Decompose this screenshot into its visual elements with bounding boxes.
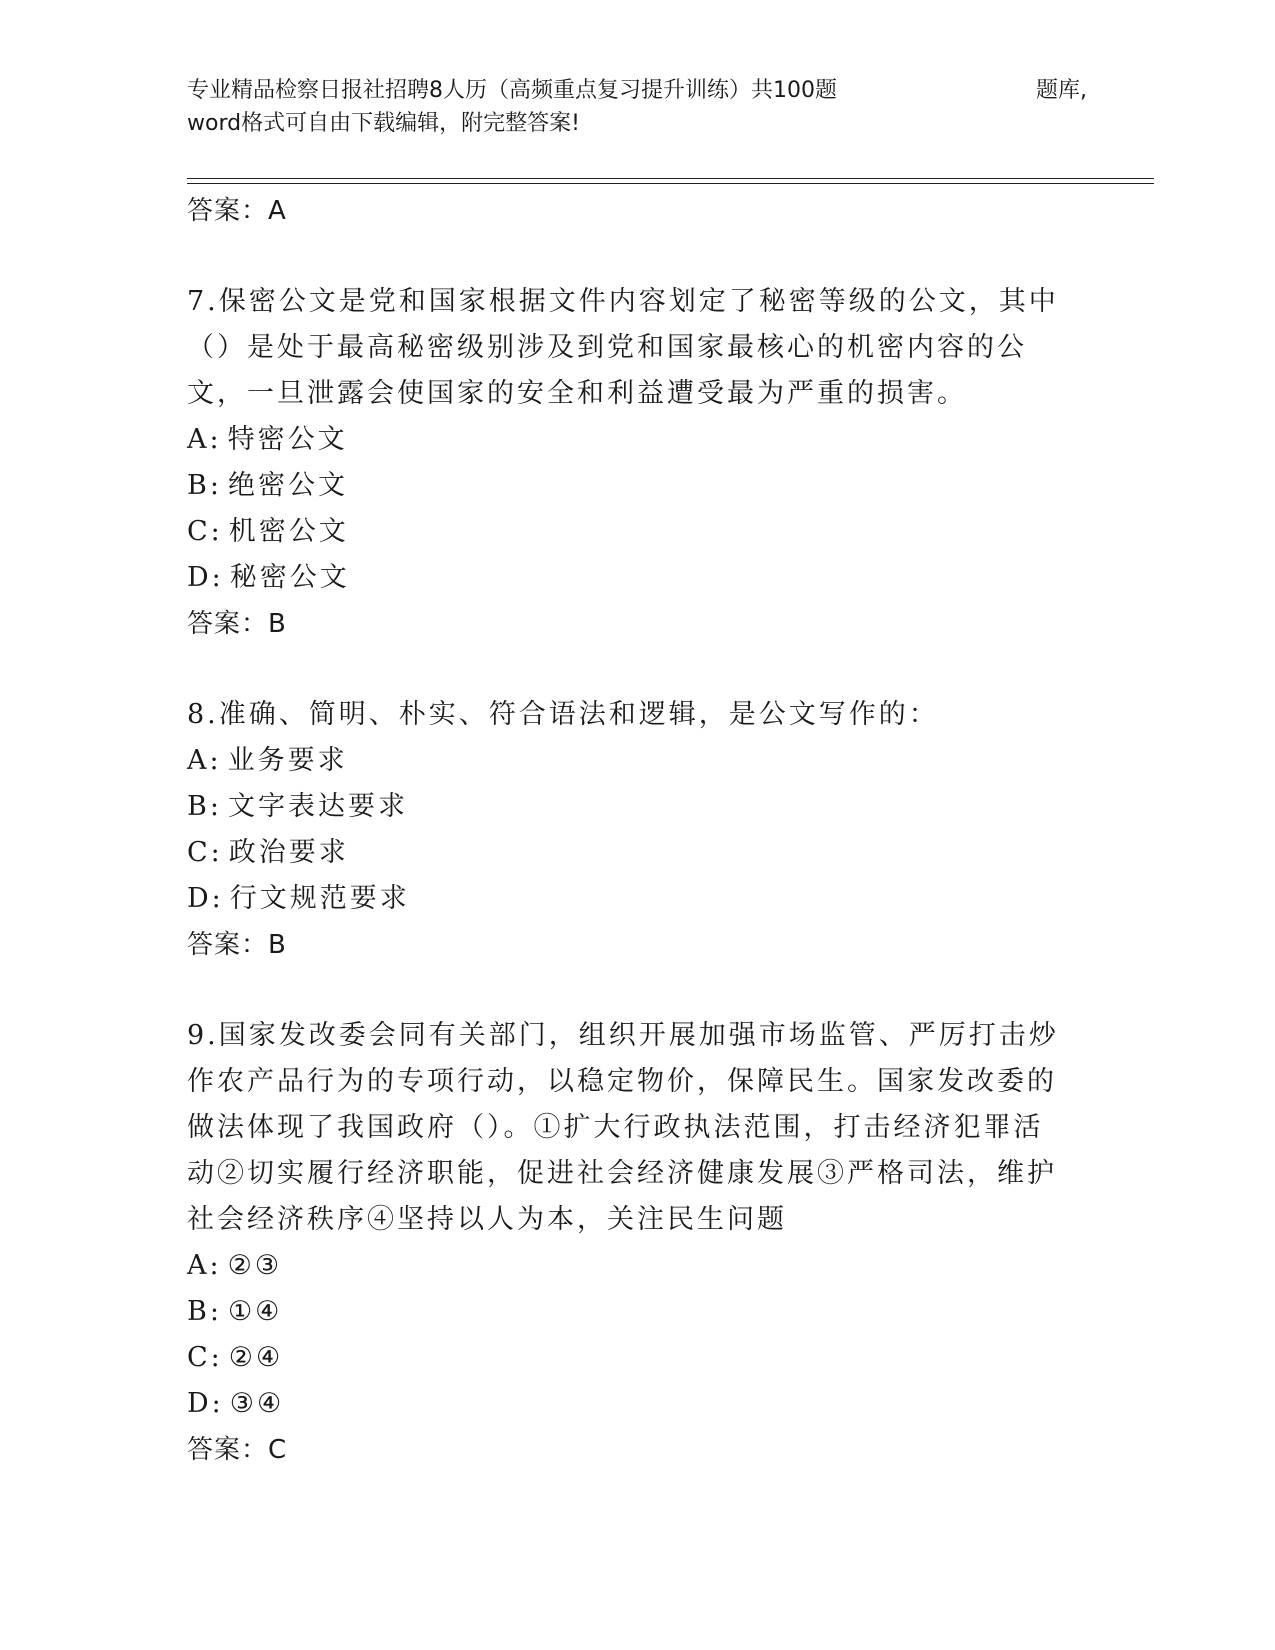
spacer — [187, 647, 1067, 692]
option-b — [187, 1289, 1067, 1335]
option-key: B: — [187, 470, 222, 501]
option-key: D: — [187, 883, 224, 914]
option-b — [187, 784, 1067, 830]
option-key: B: — [187, 791, 222, 822]
answer-line-prev: 答案：A — [187, 196, 287, 226]
option-text: 特密公文 — [227, 424, 348, 455]
header-divider-top — [187, 178, 1154, 179]
question-stem: 7.保密公文是党和国家根据文件内容划定了秘密等级的公文，其中（）是处于最高秘密级别涉及到党和国家最核心的机密内容的公文，一旦泄露会使国家的安全和利益遭受最为严重的损害。 — [187, 286, 1059, 409]
question-block-7 — [187, 279, 1067, 647]
answer-line: 答案：B — [187, 609, 287, 639]
option-c — [187, 830, 1067, 876]
option-key: D: — [187, 1388, 224, 1419]
option-text: ①④ — [227, 1296, 283, 1327]
document-body — [187, 188, 1067, 1473]
option-text: 业务要求 — [227, 745, 348, 776]
option-d — [187, 555, 1067, 601]
page-header — [187, 74, 1087, 140]
option-text: ②④ — [228, 1342, 284, 1373]
option-text: 机密公文 — [228, 516, 349, 547]
spacer — [187, 234, 1067, 279]
option-key: A: — [187, 745, 222, 776]
question-block-8 — [187, 692, 1067, 968]
option-text: 文字表达要求 — [227, 791, 408, 822]
header-title: 专业精品检察日报社招聘8人历（高频重点复习提升训练）共100题 — [187, 78, 837, 103]
option-text: 行文规范要求 — [229, 883, 410, 914]
option-text: 绝密公文 — [227, 470, 348, 501]
answer-line: 答案：C — [187, 1435, 288, 1465]
option-a — [187, 738, 1067, 784]
option-key: A: — [187, 1250, 222, 1281]
option-key: D: — [187, 562, 224, 593]
spacer — [187, 968, 1067, 1013]
option-d — [187, 876, 1067, 922]
option-key: C: — [187, 1342, 223, 1373]
option-key: A: — [187, 424, 222, 455]
answer-line: 答案：B — [187, 930, 287, 960]
option-d — [187, 1381, 1067, 1427]
option-key: C: — [187, 837, 223, 868]
option-c — [187, 509, 1067, 555]
option-text: 政治要求 — [228, 837, 349, 868]
option-b — [187, 463, 1067, 509]
option-a — [187, 417, 1067, 463]
option-key: C: — [187, 516, 223, 547]
option-text: ③④ — [229, 1388, 285, 1419]
option-text: ②③ — [227, 1250, 283, 1281]
header-title-end: 题库, — [1036, 78, 1087, 103]
option-text: 秘密公文 — [229, 562, 350, 593]
question-stem: 9.国家发改委会同有关部门，组织开展加强市场监管、严厉打击炒作农产品行为的专项行动，以稳定物价，保障民生。国家发改委的做法体现了我国政府（）。①扩大行政执法范围，打击经济犯罪活动②切实履行经济职能，促进社会经济健康发展③严格司法，维护社会经济秩序④坚持以人为本，关注民生问题 — [187, 1020, 1059, 1235]
option-c — [187, 1335, 1067, 1381]
option-a — [187, 1243, 1067, 1289]
header-divider-bottom — [187, 183, 1154, 184]
header-line-1 — [187, 74, 1087, 107]
option-key: B: — [187, 1296, 222, 1327]
question-stem: 8.准确、简明、朴实、符合语法和逻辑，是公文写作的： — [187, 699, 939, 730]
question-block-9 — [187, 1013, 1067, 1473]
header-subtitle: word格式可自由下载编辑，附完整答案! — [187, 111, 580, 136]
